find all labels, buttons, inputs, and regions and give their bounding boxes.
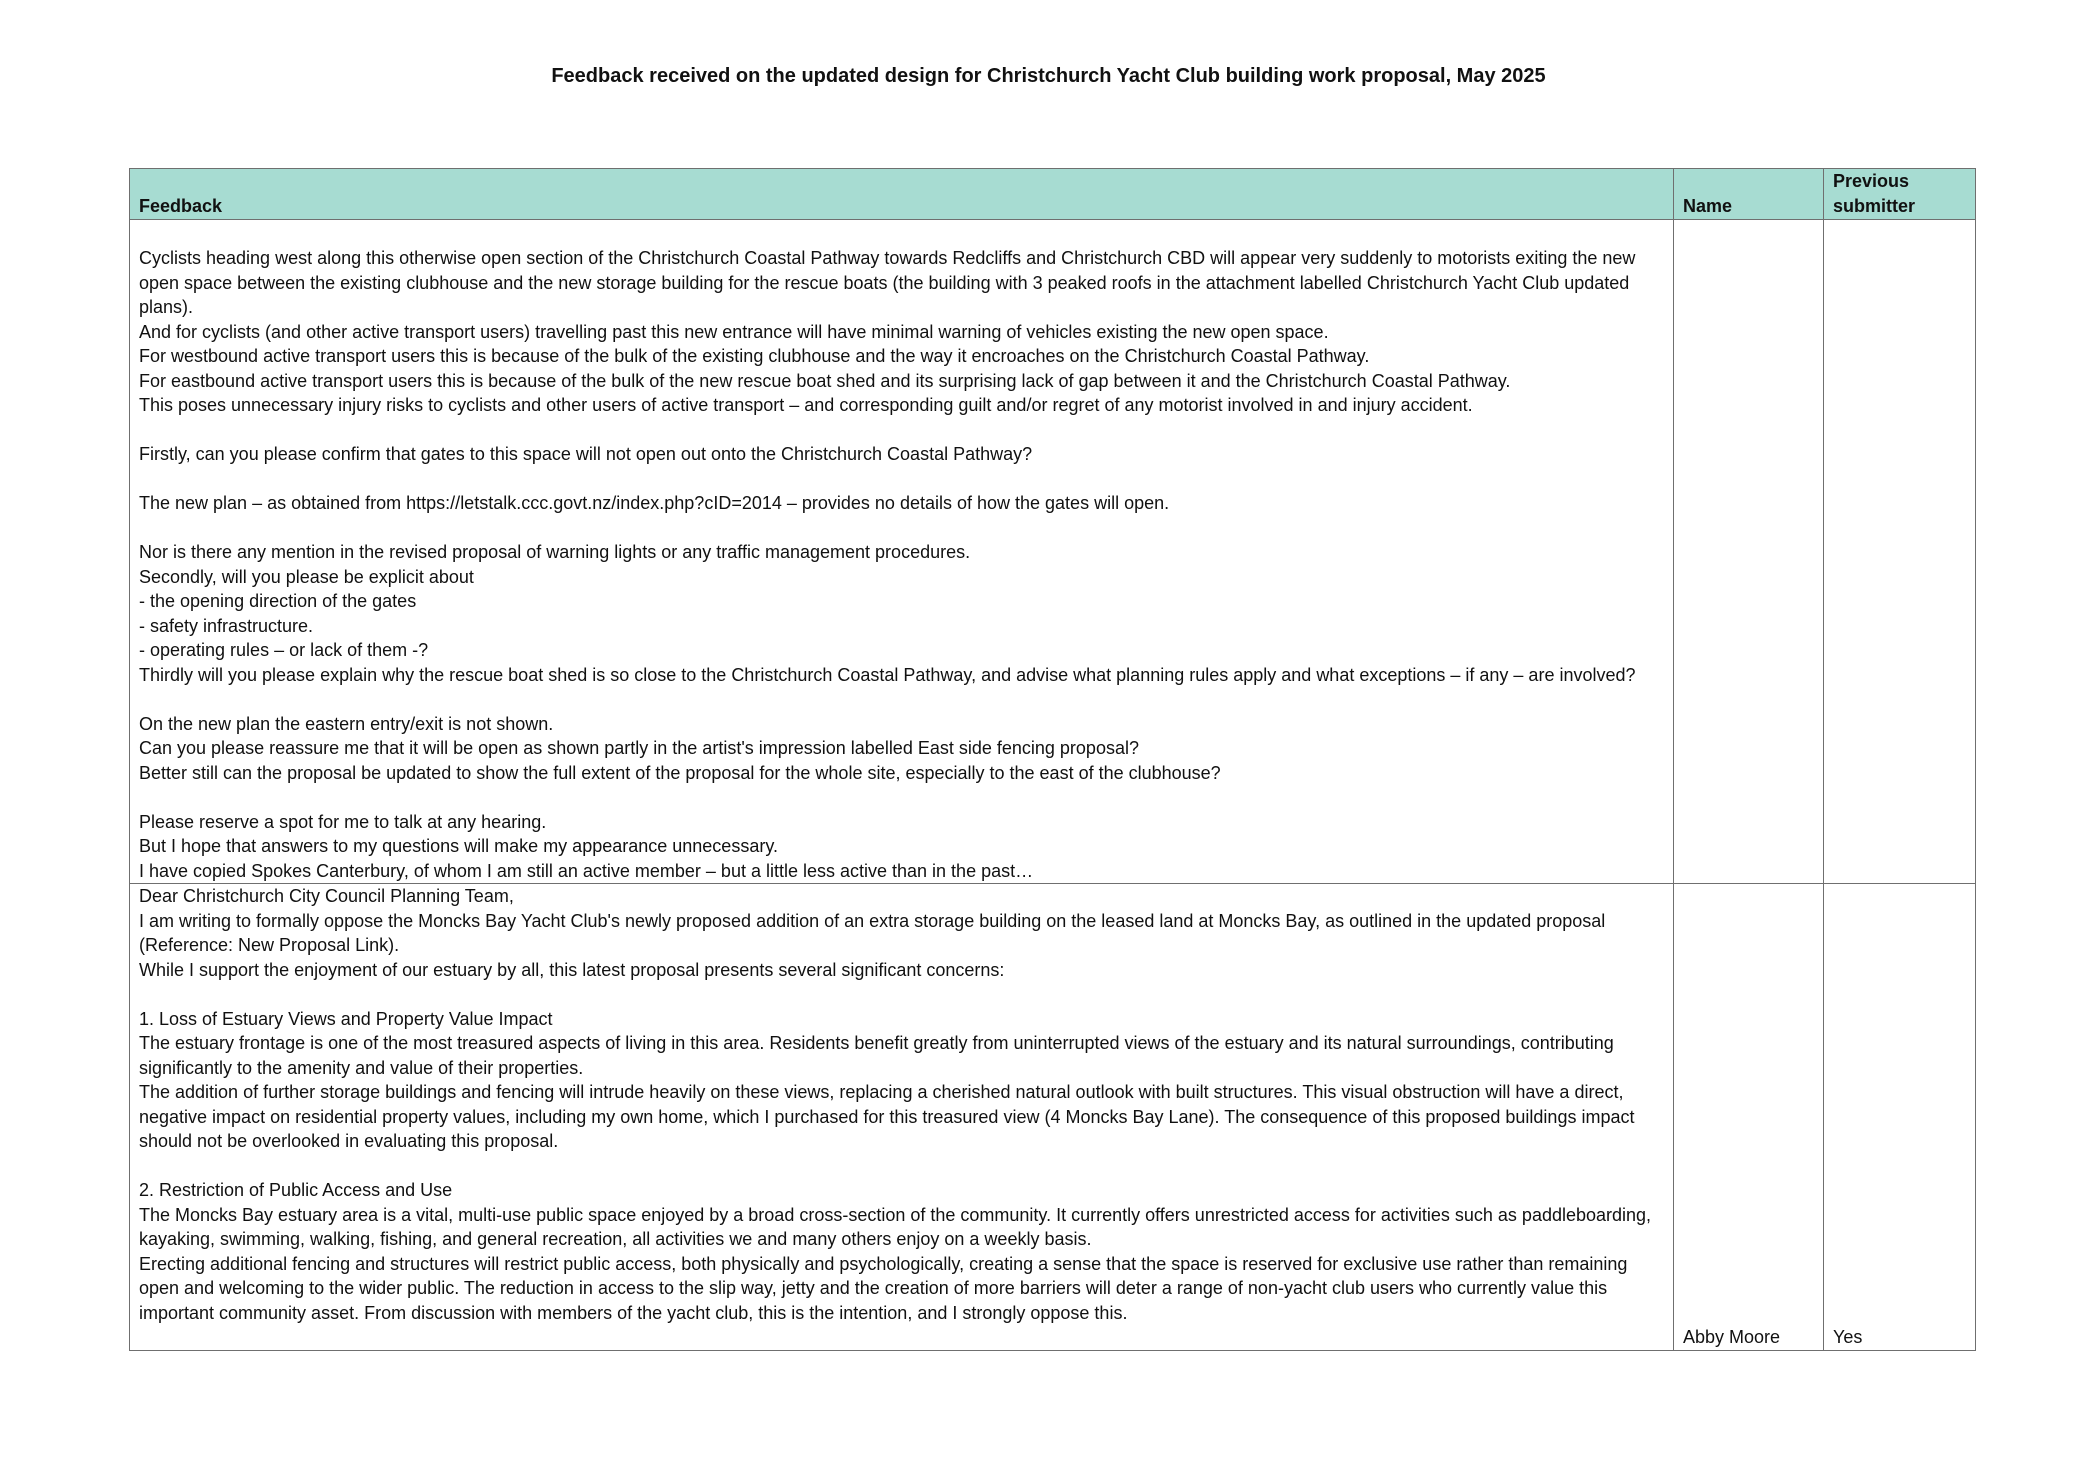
feedback-line: Secondly, will you please be explicit about	[139, 566, 474, 587]
table-row	[130, 884, 1976, 1351]
feedback-line: Nor is there any mention in the revised proposal of warning lights or any traffic management procedures.	[139, 542, 971, 562]
previous-submitter-cell: Yes	[1824, 884, 1976, 1351]
feedback-cell	[130, 884, 1674, 1351]
feedback-line: 2. Restriction of Public Access and Use	[139, 1180, 453, 1200]
blank-line	[139, 982, 1664, 1007]
feedback-line: Firstly, can you please confirm that gates to this space will not open out onto the Christchurch Coastal Pathway?	[139, 444, 1033, 464]
blank-line	[139, 1154, 1664, 1179]
blank-line	[139, 467, 1664, 492]
feedback-table	[129, 168, 1976, 1351]
feedback-line: While I support the enjoyment of our estuary by all, this latest proposal presents several significant concerns:	[139, 959, 1005, 980]
feedback-line: The estuary frontage is one of the most treasured aspects of living in this area. Residents benefit greatly from uninterrupted views of the estuary and its natural surroundings, contributing significantly to the amenity and value of their properties.	[139, 1033, 1614, 1078]
table-row	[130, 220, 1976, 884]
feedback-line: For westbound active transport users this is because of the bulk of the existing clubhouse and the way it encroaches on the Christchurch Coastal Pathway.	[139, 346, 1370, 366]
feedback-line: - operating rules – or lack of them -?	[139, 640, 429, 660]
feedback-line: 1. Loss of Estuary Views and Property Value Impact	[139, 1008, 553, 1029]
header-previous-line1: Previous	[1833, 171, 1910, 191]
feedback-line: Dear Christchurch City Council Planning Team,	[139, 886, 514, 906]
feedback-line: For eastbound active transport users this is because of the bulk of the new rescue boat shed and its surprising lack of gap between it and the Christchurch Coastal Pathway.	[139, 370, 1511, 391]
blank-line	[139, 687, 1664, 712]
name-cell	[1674, 220, 1824, 884]
feedback-line: The new plan – as obtained from https://letstalk.ccc.govt.nz/index.php?cID=2014 – provides no details of how the gates will open.	[139, 493, 1170, 513]
header-name: Name	[1674, 169, 1824, 220]
blank-line	[139, 222, 1664, 247]
feedback-line: The addition of further storage buildings and fencing will intrude heavily on these views, replacing a cherished natural outlook with built structures. This visual obstruction will have a direct, negative impact on residential property values, including my own home, which I purchased for this treasured view (4 Moncks Bay Lane). The consequence of this proposed buildings impact should not be overlooked in evaluating this proposal.	[139, 1082, 1635, 1151]
feedback-line: Erecting additional fencing and structures will restrict public access, both physically and psychologically, creating a sense that the space is reserved for exclusive use rather than remaining open and welcoming to the wider public. The reduction in access to the slip way, jetty and the creation of more barriers will deter a range of non-yacht club users who currently value this important community asset. From discussion with members of the yacht club, this is the intention, and I strongly oppose this.	[139, 1253, 1628, 1323]
page-title: Feedback received on the updated design for Christchurch Yacht Club building work proposal, May 2025	[551, 65, 1546, 87]
blank-line	[139, 516, 1664, 541]
header-previous-line2: submitter	[1833, 195, 1916, 216]
blank-line	[139, 418, 1664, 443]
feedback-line: But I hope that answers to my questions will make my appearance unnecessary.	[139, 836, 778, 856]
feedback-line: I have copied Spokes Canterbury, of whom I am still an active member – but a little less active than in the past…	[139, 860, 1034, 881]
feedback-line: I am writing to formally oppose the Moncks Bay Yacht Club's newly proposed addition of an extra storage building on the leased land at Moncks Bay, as outlined in the updated proposal (Reference: New Proposal Link).	[139, 910, 1606, 955]
name-cell: Abby Moore	[1674, 884, 1824, 1351]
feedback-line: Thirdly will you please explain why the rescue boat shed is so close to the Christchurch Coastal Pathway, and advise what planning rules apply and what exceptions – if any – are involved?	[139, 664, 1636, 685]
feedback-line: Please reserve a spot for me to talk at any hearing.	[139, 811, 547, 832]
blank-line	[139, 1325, 1664, 1350]
feedback-line: The Moncks Bay estuary area is a vital, multi-use public space enjoyed by a broad cross-section of the community. It currently offers unrestricted access for activities such as paddleboarding, kayaking, swimming, walking, fishing, and general recreation, all activities we and many others enjoy on a weekly basis.	[139, 1204, 1652, 1249]
feedback-cell	[130, 220, 1674, 884]
header-previous-submitter	[1824, 169, 1976, 220]
feedback-line: - the opening direction of the gates	[139, 591, 417, 611]
header-feedback: Feedback	[130, 169, 1674, 220]
blank-line	[139, 785, 1664, 810]
feedback-line: Cyclists heading west along this otherwise open section of the Christchurch Coastal Pathway towards Redcliffs and Christchurch CBD will appear very suddenly to motorists exiting the new open space between the existing clubhouse and the new storage building for the rescue boats (the building with 3 peaked roofs in the attachment labelled Christchurch Yacht Club updated plans).	[139, 248, 1636, 317]
feedback-line: And for cyclists (and other active transport users) travelling past this new entrance will have minimal warning of vehicles existing the new open space.	[139, 321, 1329, 342]
feedback-line: Better still can the proposal be updated to show the full extent of the proposal for the whole site, especially to the east of the clubhouse?	[139, 762, 1221, 783]
previous-submitter-cell	[1824, 220, 1976, 884]
header-row	[130, 169, 1976, 220]
feedback-line: Can you please reassure me that it will be open as shown partly in the artist's impression labelled East side fencing proposal?	[139, 738, 1139, 758]
feedback-line: This poses unnecessary injury risks to cyclists and other users of active transport – and corresponding guilt and/or regret of any motorist involved in and injury accident.	[139, 395, 1473, 415]
feedback-line: On the new plan the eastern entry/exit is not shown.	[139, 713, 554, 734]
feedback-line: - safety infrastructure.	[139, 615, 314, 636]
